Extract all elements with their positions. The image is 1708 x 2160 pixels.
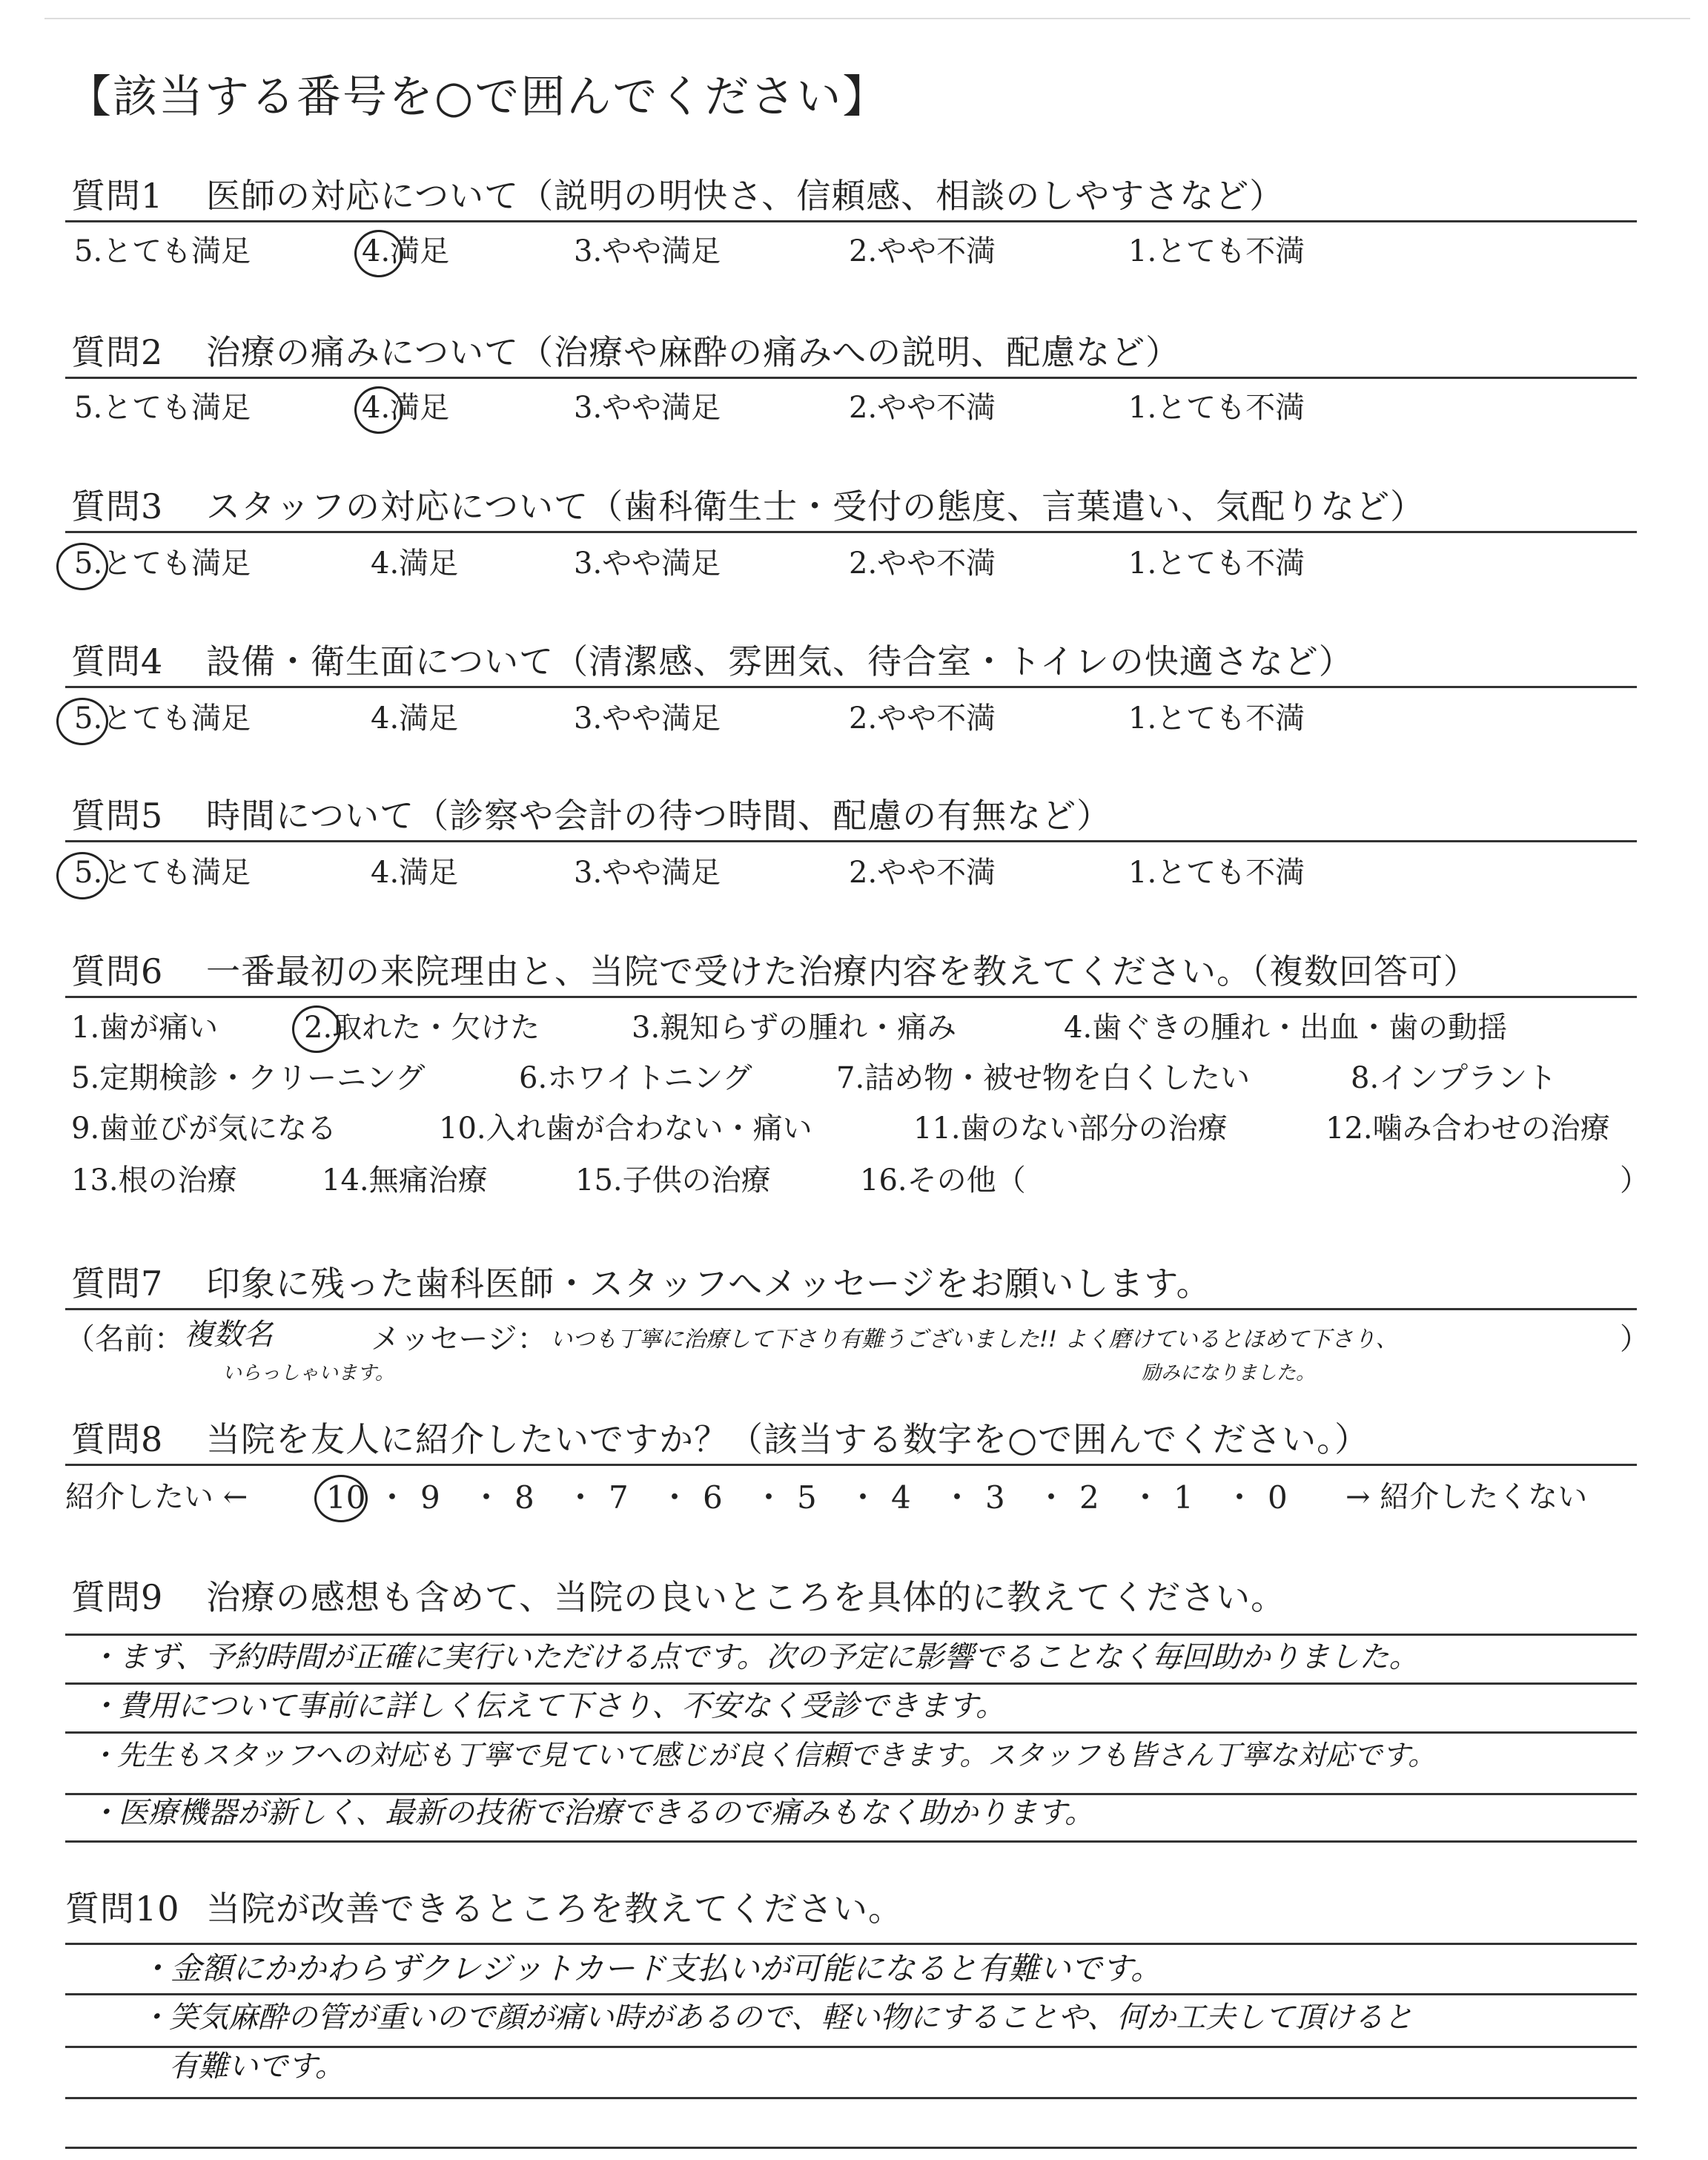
reason-option-4[interactable]: 4.歯ぐきの腫れ・出血・歯の動揺 [1064,1011,1508,1045]
reason-option-10[interactable]: 10.入れ歯が合わない・痛い [439,1112,812,1146]
scale-number[interactable]: 7 [609,1479,629,1516]
divider [65,1464,1637,1466]
option-1[interactable]: 1.とても不満 [1128,391,1305,425]
answer-line [65,1943,1637,1945]
option-2[interactable]: 2.やや不満 [849,234,996,268]
reason-option-9[interactable]: 9.歯並びが気になる [71,1112,337,1146]
question-text: 当院を友人に紹介したいですか？（該当する数字を○で囲んでください。） [206,1419,1370,1459]
reason-option-3[interactable]: 3.親知らずの腫れ・痛み [632,1011,957,1045]
page-title: 【該当する番号を○で囲んでください】 [67,71,889,123]
scale-number[interactable]: 5 [797,1479,817,1516]
answer-text[interactable]: ・費用について事前に詳しく伝えて下さり、不安なく受診できます。 [89,1689,1005,1723]
scan-edge-line [44,18,1690,19]
option-4[interactable]: 4.満足 [362,234,450,268]
question-text: 当院が改善できるところを教えてください。 [206,1889,903,1929]
question-label: 質問7 [71,1264,164,1304]
scale-separator: ・ [753,1479,785,1516]
option-5[interactable]: 5.とても満足 [74,546,251,581]
option-3[interactable]: 3.やや満足 [574,234,721,268]
reason-option-2[interactable]: 2.取れた・欠けた [304,1011,540,1045]
selection-circle [56,852,108,899]
reason-option-12[interactable]: 12.噛み合わせの治療 [1325,1112,1610,1146]
scale-number[interactable]: 10 [326,1479,366,1516]
option-2[interactable]: 2.やや不満 [849,546,996,581]
name-label: （名前： [65,1322,184,1356]
answer-text[interactable]: ・笑気麻酔の管が重いので顔が痛い時があるので、軽い物にすることや、何か工夫して頂けると [139,2001,1414,2035]
option-5[interactable]: 5.とても満足 [74,701,251,736]
reason-option-11[interactable]: 11.歯のない部分の治療 [913,1112,1228,1146]
selection-circle [56,543,108,590]
option-3[interactable]: 3.やや満足 [574,546,721,581]
question-text: 印象に残った歯科医師・スタッフへメッセージをお願いします。 [206,1264,1211,1304]
reason-option-1[interactable]: 1.歯が痛い [71,1011,219,1045]
scale-separator: ・ [471,1479,503,1516]
scale-separator: ・ [941,1479,973,1516]
option-1[interactable]: 1.とても不満 [1128,856,1305,890]
option-1[interactable]: 1.とても不満 [1128,234,1305,268]
question-label: 質問5 [71,796,164,836]
scale-number[interactable]: 9 [420,1479,440,1516]
option-2[interactable]: 2.やや不満 [849,856,996,890]
answer-line [65,1840,1637,1843]
question-text: スタッフの対応について（歯科衛生士・受付の態度、言葉遣い、気配りなど） [206,486,1426,526]
divider [65,1308,1637,1310]
option-4[interactable]: 4.満足 [371,856,459,890]
option-1[interactable]: 1.とても不満 [1128,546,1305,581]
reason-option-15[interactable]: 15.子供の治療 [575,1163,771,1198]
divider [65,840,1637,842]
divider [65,220,1637,222]
question-label: 質問1 [71,176,164,216]
recommend-right-label: → 紹介したくない [1345,1480,1588,1514]
scale-separator: ・ [847,1479,879,1516]
message-label: メッセージ： [371,1322,547,1356]
option-5[interactable]: 5.とても満足 [74,856,251,890]
question-label: 質問6 [71,951,164,991]
question-label: 質問8 [71,1419,164,1459]
scale-number[interactable]: 1 [1174,1479,1194,1516]
option-3[interactable]: 3.やや満足 [574,856,721,890]
divider [65,377,1637,379]
divider [65,996,1637,998]
reason-option-7[interactable]: 7.詰め物・被せ物を白くしたい [836,1061,1251,1095]
divider [65,531,1637,533]
question-text: 時間について（診察や会計の待つ時間、配慮の有無など） [206,796,1112,836]
question-label: 質問9 [71,1577,164,1617]
reason-option-5[interactable]: 5.定期検診・クリーニング [71,1061,426,1095]
answer-line [65,1993,1637,1995]
answer-line [65,1731,1637,1734]
selection-circle [292,1005,341,1053]
scale-separator: ・ [377,1479,408,1516]
option-5[interactable]: 5.とても満足 [74,234,251,268]
name-value[interactable]: 複数名 [184,1318,273,1352]
answer-line [65,1682,1637,1685]
option-4[interactable]: 4.満足 [362,391,450,425]
option-3[interactable]: 3.やや満足 [574,701,721,736]
option-4[interactable]: 4.満足 [371,546,459,581]
question-label: 質問10 [65,1889,180,1929]
question-label: 質問2 [71,332,164,372]
scale-separator: ・ [565,1479,597,1516]
question-text: 医師の対応について（説明の明快さ、信頼感、相談のしやすさなど） [206,176,1285,216]
option-4[interactable]: 4.満足 [371,701,459,736]
selection-circle [354,386,403,434]
scale-separator: ・ [1036,1479,1068,1516]
option-1[interactable]: 1.とても不満 [1128,701,1305,736]
selection-circle [56,698,108,745]
reason-option-6[interactable]: 6.ホワイトニング [519,1061,752,1095]
question-label: 質問3 [71,486,164,526]
recommend-left-label: 紹介したい ← [65,1480,248,1514]
reason-option-13[interactable]: 13.根の治療 [71,1163,237,1198]
scale-separator: ・ [1130,1479,1162,1516]
selection-circle [354,230,403,277]
answer-text[interactable]: ・医療機器が新しく、最新の技術で治療できるので痛みもなく助かります。 [89,1796,1094,1830]
message-value[interactable]: いつも丁寧に治療して下さり有難うございました!! よく磨けているとほめて下さり、 [550,1327,1398,1353]
scale-number[interactable]: 4 [891,1479,911,1516]
scale-number[interactable]: 3 [985,1479,1005,1516]
answer-line [65,1634,1637,1636]
message-value-continued: 励みになりました。 [1142,1362,1316,1384]
scale-number[interactable]: 8 [514,1479,534,1516]
option-2[interactable]: 2.やや不満 [849,701,996,736]
reason-option-14[interactable]: 14.無痛治療 [322,1163,488,1198]
option-5[interactable]: 5.とても満足 [74,391,251,425]
message-close-paren: ） [1620,1322,1649,1356]
question-label: 質問4 [71,641,164,681]
scale-number[interactable]: 6 [703,1479,723,1516]
scale-separator: ・ [659,1479,691,1516]
name-value-continued: いらっしゃいます。 [222,1362,394,1384]
option-3[interactable]: 3.やや満足 [574,391,721,425]
answer-text[interactable]: ・金額にかかわらずクレジットカード支払いが可能になると有難いです。 [139,1950,1162,1986]
other-close-paren: ） [1620,1163,1649,1198]
answer-line [65,2097,1637,2099]
question-text: 治療の痛みについて（治療や麻酔の痛みへの説明、配慮など） [206,332,1181,372]
scale-number[interactable]: 2 [1079,1479,1099,1516]
answer-text[interactable]: 有難いです。 [169,2050,345,2084]
selection-circle [314,1475,368,1522]
answer-text[interactable]: ・まず、予約時間が正確に実行いただける点です。次の予定に影響でることなく毎回助かりました。 [89,1640,1419,1674]
question-text: 一番最初の来院理由と、当院で受けた治療内容を教えてください。（複数回答可） [206,951,1478,991]
divider [65,686,1637,688]
answer-text[interactable]: ・先生もスタッフへの対応も丁寧で見ていて感じが良く信頼できます。スタッフも皆さん丁寧な対応です。 [89,1739,1437,1771]
option-2[interactable]: 2.やや不満 [849,391,996,425]
reason-option-8[interactable]: 8.インプラント [1351,1061,1558,1095]
question-text: 設備・衛生面について（清潔感、雰囲気、待合室・トイレの快適さなど） [206,641,1354,681]
question-text: 治療の感想も含めて、当院の良いところを具体的に教えてください。 [206,1577,1286,1617]
reason-option-16[interactable]: 16.その他（ [860,1163,1026,1198]
scale-number[interactable]: 0 [1268,1479,1288,1516]
scale-separator: ・ [1224,1479,1256,1516]
answer-line [65,2147,1637,2149]
